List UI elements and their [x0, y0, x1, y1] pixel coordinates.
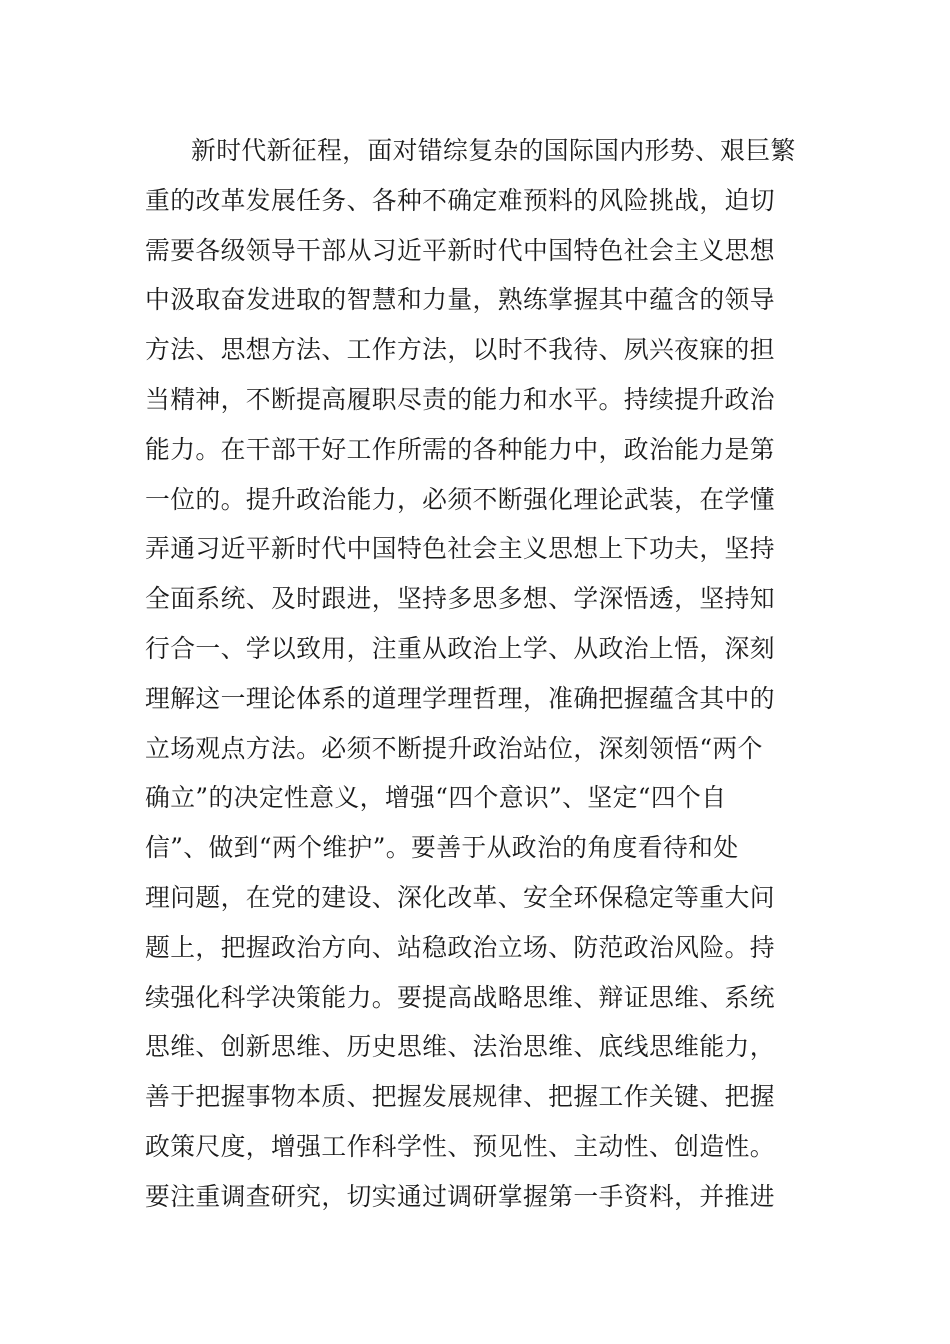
paragraph-line: 中汲取奋发进取的智慧和力量，熟练掌握其中蕴含的领导 [145, 285, 775, 315]
paragraph-line: 当精神，不断提高履职尽责的能力和水平。持续提升政治 [145, 384, 775, 414]
paragraph-line: 续强化科学决策能力。要提高战略思维、辩证思维、系统 [145, 982, 775, 1012]
paragraph-line: 弄通习近平新时代中国特色社会主义思想上下功夫，坚持 [145, 534, 775, 564]
paragraph-line: 能力。在干部干好工作所需的各种能力中，政治能力是第 [145, 434, 775, 464]
paragraph-line: 行合一、学以致用，注重从政治上学、从政治上悟，深刻 [145, 633, 775, 663]
paragraph-line: 全面系统、及时跟进，坚持多思多想、学深悟透，坚持知 [145, 584, 775, 614]
paragraph-line: 一位的。提升政治能力，必须不断强化理论武装，在学懂 [145, 484, 775, 514]
paragraph-line: 理解这一理论体系的道理学理哲理，准确把握蕴含其中的 [145, 683, 775, 713]
paragraph-line: 要注重调查研究，切实通过调研掌握第一手资料，并推进 [145, 1181, 775, 1211]
paragraph-line: 重的改革发展任务、各种不确定难预料的风险挑战，迫切 [145, 185, 775, 215]
paragraph-line: 新时代新征程，面对错综复杂的国际国内形势、艰巨繁 [191, 136, 796, 165]
paragraph-line: 善于把握事物本质、把握发展规律、把握工作关键、把握 [145, 1082, 775, 1112]
paragraph-line: 理问题，在党的建设、深化改革、安全环保稳定等重大问 [145, 882, 775, 912]
paragraph-line: 确立”的决定性意义，增强“四个意识”、坚定“四个自 [145, 783, 727, 813]
paragraph-line: 需要各级领导干部从习近平新时代中国特色社会主义思想 [145, 235, 775, 265]
paragraph-line: 信”、做到“两个维护”。要善于从政治的角度看待和处 [145, 833, 739, 863]
paragraph-line: 思维、创新思维、历史思维、法治思维、底线思维能力， [145, 1032, 775, 1062]
paragraph-line: 方法、思想方法、工作方法，以时不我待、夙兴夜寐的担 [145, 335, 775, 365]
paragraph-line: 立场观点方法。必须不断提升政治站位，深刻领悟“两个 [145, 733, 763, 763]
paragraph-line: 政策尺度，增强工作科学性、预见性、主动性、创造性。 [145, 1131, 775, 1161]
paragraph-line: 题上，把握政治方向、站稳政治立场、防范政治风险。持 [145, 932, 775, 962]
body-paragraph [145, 126, 845, 1222]
